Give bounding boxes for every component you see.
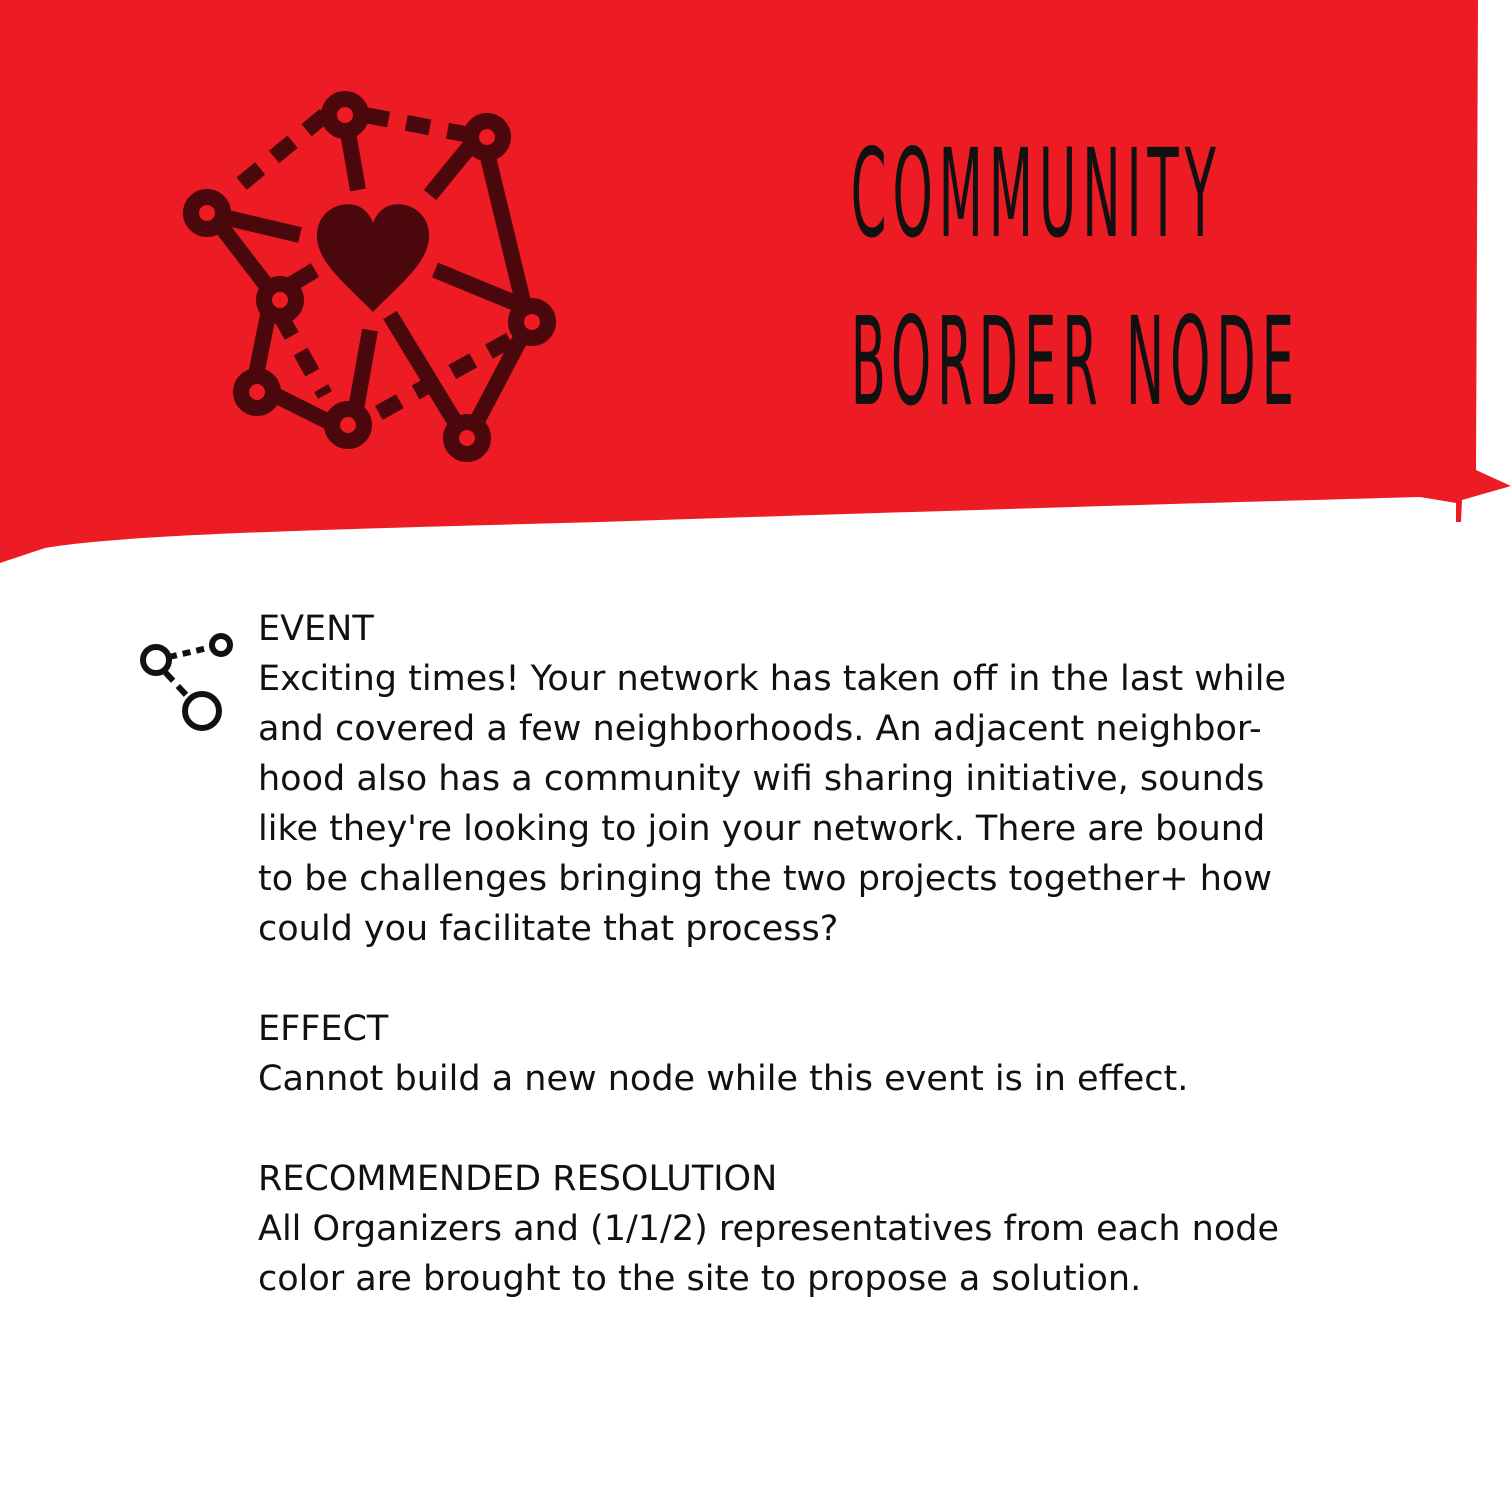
page-title: [700, 110, 1300, 446]
event-body: Exciting times! Your network has taken off in the last while and covered a few neighborhoods. An adjacent neighbor-hood also has a community wifi sharing initiative, sounds like they're looking to join your network. There are bound to be challenges bringing the two projects together+ how could you facilitate that process?: [258, 659, 1287, 949]
effect-section: [258, 1004, 1288, 1104]
node-link-icon: [132, 632, 237, 737]
community-network-heart-icon: [175, 85, 570, 470]
effect-body: Cannot build a new node while this event is in effect.: [258, 1059, 1189, 1099]
event-heading: EVENT: [258, 609, 374, 649]
title-line-1: COMMUNITY: [850, 123, 1222, 265]
event-section: [258, 604, 1288, 954]
card-content: [258, 604, 1288, 1354]
resolution-heading: RECOMMENDED RESOLUTION: [258, 1159, 778, 1199]
resolution-body: All Organizers and (1/1/2) representatives from each node color are brought to the site to propose a solution.: [258, 1209, 1280, 1299]
title-line-2: BORDER NODE: [850, 291, 1300, 433]
effect-heading: EFFECT: [258, 1009, 389, 1049]
resolution-section: [258, 1154, 1288, 1304]
